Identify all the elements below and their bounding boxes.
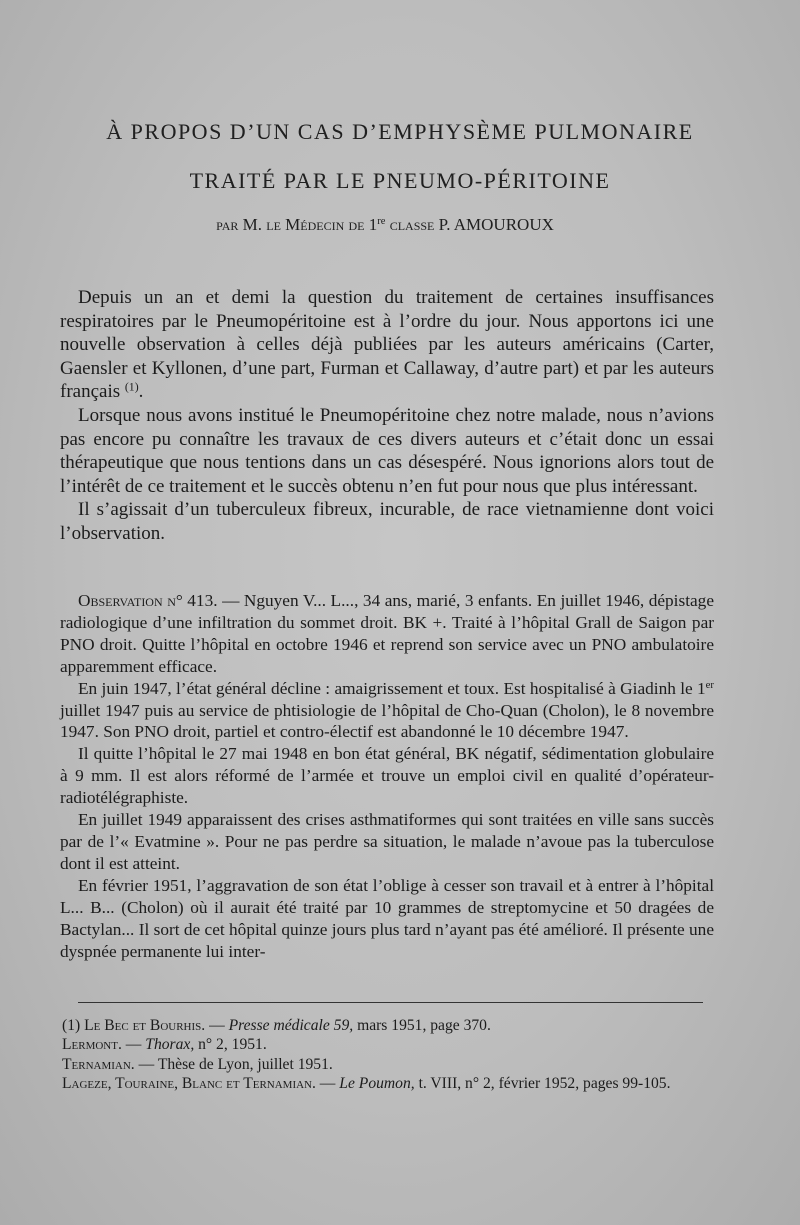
footnote-ref: (1) <box>124 380 139 394</box>
byline-par: par M. <box>216 215 262 234</box>
footnotes <box>62 1016 712 1094</box>
footnote: Lermont. — Thorax, n° 2, 1951. <box>62 1036 267 1054</box>
observation-paragraph: En juin 1947, l’état général décline : amaigrissement et toux. Est hospitalisé à Giadinh le 1er juillet 1947 puis au service de phtisiologie de l’hôpital de Cho-Quan (Cholon), le 8 novembre 1947. Son PNO droit, partiel et contro-électif est abandonné le 10 décembre 1947. <box>60 678 714 742</box>
observation-paragraph: Il quitte l’hôpital le 27 mai 1948 en bon état général, BK négatif, sédimentation globulaire à 9 mm. Il est alors réformé de l’armée et trouve un emploi civil en qualité d’opérateur-radiotélégraphiste. <box>60 744 714 808</box>
footnote: Lageze, Touraine, Blanc et Ternamian. — Le Poumon, t. VIII, n° 2, février 1952, pages 99-105. <box>62 1075 671 1093</box>
author-byline <box>0 215 770 235</box>
introduction <box>60 286 714 546</box>
byline-classe: classe <box>389 215 435 234</box>
byline-title: le Médecin de <box>266 215 365 234</box>
footnote-divider <box>78 1002 703 1003</box>
observation-paragraph: En février 1951, l’aggravation de son état l’oblige à cesser son travail et à entrer à l’hôpital L... B... (Cholon) où il aurait été traité par 10 grammes de streptomycine et 50 dragées de Bactylan... Il sort de cet hôpital quinze jours plus tard n’ayant pas été amélioré. Il présente une dyspnée permanente lui inter- <box>60 875 714 961</box>
observation-label: Observation <box>78 591 163 610</box>
observation-paragraph: En juillet 1949 apparaissent des crises asthmatiformes qui sont traitées en ville sans succès par de l’« Evatmine ». Pour ne pas perdre sa situation, le malade n’avoue pas la tuberculose dont il est atteint. <box>60 810 714 873</box>
intro-paragraph: Lorsque nous avons institué le Pneumopéritoine chez notre malade, nous n’avions pas encore pu connaître les travaux de ces divers auteurs et c’était donc un essai thérapeutique que nous tentions dans un cas désespéré. Nous ignorions alors tout de l’intérêt de ce traitement et le succès obtenu n’en fut pour nous que plus intéressant. <box>60 404 714 497</box>
footnote: Ternamian. — Thèse de Lyon, juillet 1951. <box>62 1055 333 1073</box>
observation-number: n° 413. <box>167 591 218 610</box>
article-title-line-2: TRAITÉ PAR LE PNEUMO-PÉRITOINE <box>189 168 611 193</box>
byline-author: P. AMOUROUX <box>438 215 554 234</box>
article-title-line-1: À PROPOS D’UN CAS D’EMPHYSÈME PULMONAIRE <box>106 119 694 144</box>
intro-paragraph: Depuis un an et demi la question du traitement de certaines insuffisances respiratoires par le Pneumopéritoine est à l’ordre du jour. Nous apportons ici une nouvelle observation à celles déjà publiées par les auteurs américains (Carter, Gaensler et Kyllonen, d’une part, Furman et Callaway, d’autre part) et par les auteurs français $^{(1)}$. <box>60 287 714 403</box>
byline-rank: 1re <box>368 215 386 234</box>
intro-paragraph: Il s’agissait d’un tuberculeux fibreux, incurable, de race vietnamienne dont voici l’observation. <box>60 499 714 544</box>
observation-paragraph: Observation n° 413. — Nguyen V... L..., 34 ans, marié, 3 enfants. En juillet 1946, dépistage radiologique d’une infiltration du sommet droit. BK +. Traité à l’hôpital Grall de Saigon par PNO droit. Quitte l’hôpital en octobre 1946 et reprend son service avec un PNO ambulatoire apparemment efficace. <box>60 591 714 676</box>
footnote: (1) Le Bec et Bourhis. — Presse médicale 59, mars 1951, page 370. <box>62 1017 491 1034</box>
observation-section <box>60 590 714 962</box>
